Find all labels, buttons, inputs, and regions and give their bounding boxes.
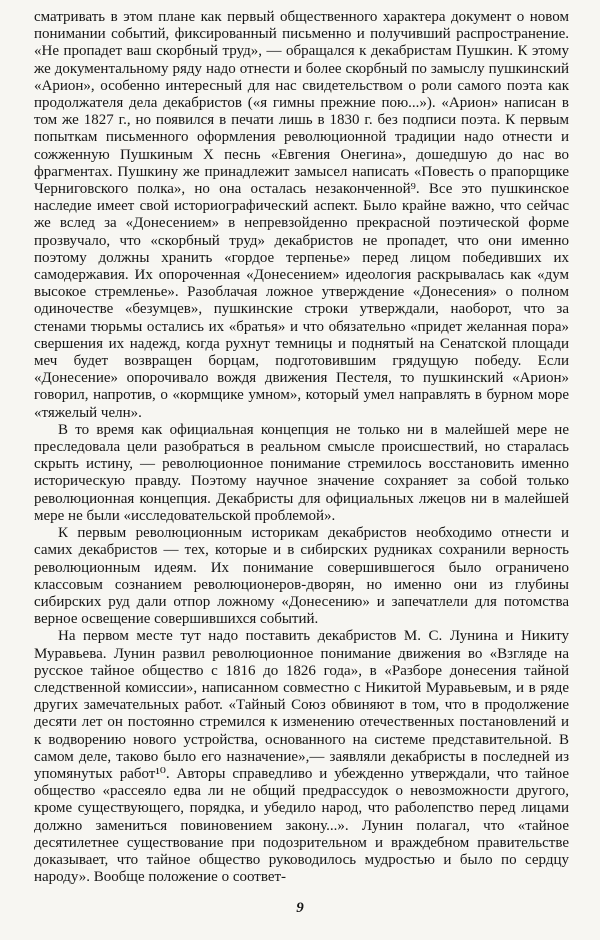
document-body [34, 9, 569, 886]
page-number: 9 [296, 900, 304, 916]
paragraph-4: На первом месте тут надо поставить декабристов М. С. Лунина и Никиту Муравьева. Лунин развил революционное понимание движения во «Взгляде на русское тайное общество с 1816 до 1826 года», в «Разборе донесения тайной следственной комиссии», написанном совместно с Никитой Муравьевым, и в ряде других замечательных работ. «Тайный Союз обвиняют в том, что в продолжение десяти лет он постоянно стремился к изменению отечественных постановлений и к водворению нового устройства, основанного на системе представительной. В самом деле, таково было его назначение»,— заявляли декабристы в последней из упомянутых работ¹⁰. Авторы справедливо и убежденно утверждали, что тайное общество «рассеяло едва ли не общий предрассудок о невозможности другого, кроме существующего, порядка, и убедило народ, что раболепство перед лицами должно замениться повиновением закону...». Лунин полагал, что «тайное десятилетнее существование при подозрительном и враждебном правительстве доказывает, что тайное общество руководилось мудростью и было по сердцу народу». Вообще положение о соответ- [34, 628, 569, 886]
paragraph-1: сматривать в этом плане как первый общественного характера документ о новом понимании событий, фиксированный письменно и получивший распространение. «Не пропадет ваш скорбный труд», — обращался к декабристам Пушкин. К этому же документальному ряду надо отнести и более скорбный по замыслу пушкинский «Арион», особенно интересный для нас свидетельством о роли самого поэта как продолжателя дела декабристов («я гимны прежние пою...»). «Арион» написан в том же 1827 г., но появился в печати лишь в 1830 г. без подписи поэта. К первым попыткам письменного оформления революционной традиции надо отнести и сожженную Пушкиным X песнь «Евгения Онегина», дошедшую до нас во фрагментах. Пушкину же принадлежит замысел написать «Повесть о прапорщике Черниговского полка», но она осталась незаконченной⁹. Все это пушкинское наследие имеет свой историографический аспект. Было крайне важно, что сейчас же вслед за «Донесением» в непревзойденно прекрасной поэтической форме прозвучало, что «скорбный труд» декабристов не пропадет, что они именно поэтому должны хранить «гордое терпенье» перед лицом победивших их самодержавия. Их опороченная «Донесением» идеология раскрывалась как «дум высокое стремленье». Разоблачая ложное утверждение «Донесения» о полном одиночестве «безумцев», пушкинские строки утверждали, наоборот, что за стенами тюрьмы остались их «братья» и что обязательно «придет желанная пора» свершения их надежд, когда рухнут темницы и поднятый на Сенатской площади меч будет возвращен борцам, подготовившим грядущую победу. Если «Донесение» опорочивало вождя движения Пестеля, то пушкинский «Арион» говорил, напротив, о «кормщике умном», который умел направлять в бурном море «тяжелый челн». [34, 9, 569, 421]
paragraph-2: В то время как официальная концепция не только ни в малейшей мере не преследовала цели разобраться в реальном смысле происшествий, но старалась скрыть истину, — революционное понимание стремилось восстановить именно историческую правду. Поэтому научное значение сохраняет за собой только революционная концепция. Декабристы для официальных лжецов ни в малейшей мере не были «исследовательской проблемой». [34, 421, 569, 524]
paragraph-3: К первым революционным историкам декабристов необходимо отнести и самих декабристов — тех, которые и в сибирских рудниках сохранили верность революционным идеям. Их понимание совершившегося было ограничено классовым сознанием революционеров-дворян, но именно они из глубины сибирских руд дали отпор ложному «Донесению» и запечатлели для потомства верное освещение совершившихся событий. [34, 525, 569, 628]
